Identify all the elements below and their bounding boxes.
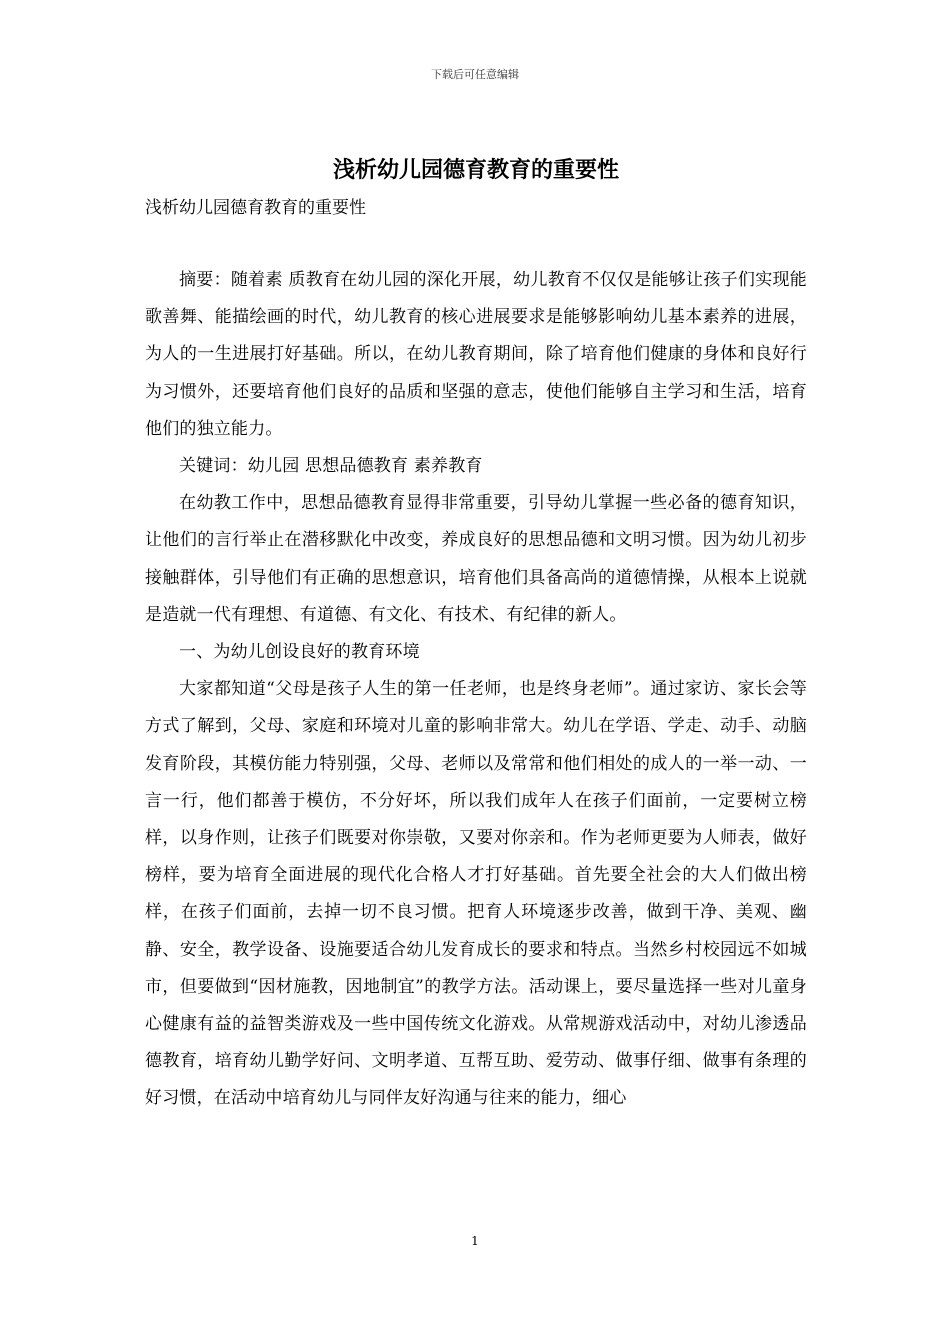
page-header-note: 下载后可任意编辑 bbox=[431, 68, 519, 81]
keywords-paragraph: 关键词：幼儿园 思想品德教育 素养教育 bbox=[179, 456, 483, 477]
document-subtitle: 浅析幼儿园德育教育的重要性 bbox=[145, 198, 366, 218]
body-paragraph: 大家都知道“父母是孩子人生的第一任老师，也是终身老师”。通过家访、家长会等方式了解到，父母、家庭和环境对儿童的影响非常大。幼儿在学语、学走、动手、动脑发育阶段，其模仿能力特别强，父母、老师以及常常和他们相处的成人的一举一动、一言一行，他们都善于模仿，不分好坏，所以我们成年人在孩子们面前，一定要树立榜样，以身作则，让孩子们既要对你崇敬，又要对你亲和。作为老师更要为人师表，做好榜样，要为培育全面进展的现代化合格人才打好基础。首先要全社会的大人们做出榜样，在孩子们面前，去掉一切不良习惯。把育人环境逐步改善，做到干净、美观、幽静、安全，教学设备、设施要适合幼儿发育成长的要求和特点。当然乡村校园远不如城市，但要做到“因材施教，因地制宜”的教学方法。活动课上，要尽量选择一些对儿童身心健康有益的益智类游戏及一些中国传统文化游戏。从常规游戏活动中，对幼儿渗透品德教育，培育幼儿勤学好问、文明孝道、互帮互助、爱劳动、做事仔细、做事有条理的好习惯，在活动中培育幼儿与同伴友好沟通与往来的能力，细心 bbox=[145, 679, 807, 1109]
abstract-paragraph: 摘要：随着素 质教育在幼儿园的深化开展，幼儿教育不仅仅是能够让孩子们实现能歌善舞、能描绘画的时代，幼儿教育的核心进展要求是能够影响幼儿基本素养的进展，为人的一生进展打好基础。所以，在幼儿教育期间，除了培育他们健康的身体和良好行为习惯外，还要培育他们良好的品质和坚强的意志，使他们能够自主学习和生活，培育他们的独立能力。 bbox=[145, 270, 807, 439]
document-body bbox=[145, 150, 807, 1118]
section-heading: 一、为幼儿创设良好的教育环境 bbox=[179, 642, 420, 663]
body-paragraph: 在幼教工作中，思想品德教育显得非常重要，引导幼儿掌握一些必备的德育知识，让他们的言行举止在潜移默化中改变，养成良好的思想品德和文明习惯。因为幼儿初步接触群体，引导他们有正确的思想意识，培育他们具备高尚的道德情操，从根本上说就是造就一代有理想、有道德、有文化、有技术、有纪律的新人。 bbox=[145, 493, 807, 625]
document-title: 浅析幼儿园德育教育的重要性 bbox=[332, 157, 619, 183]
page-number: 1 bbox=[471, 1234, 479, 1248]
